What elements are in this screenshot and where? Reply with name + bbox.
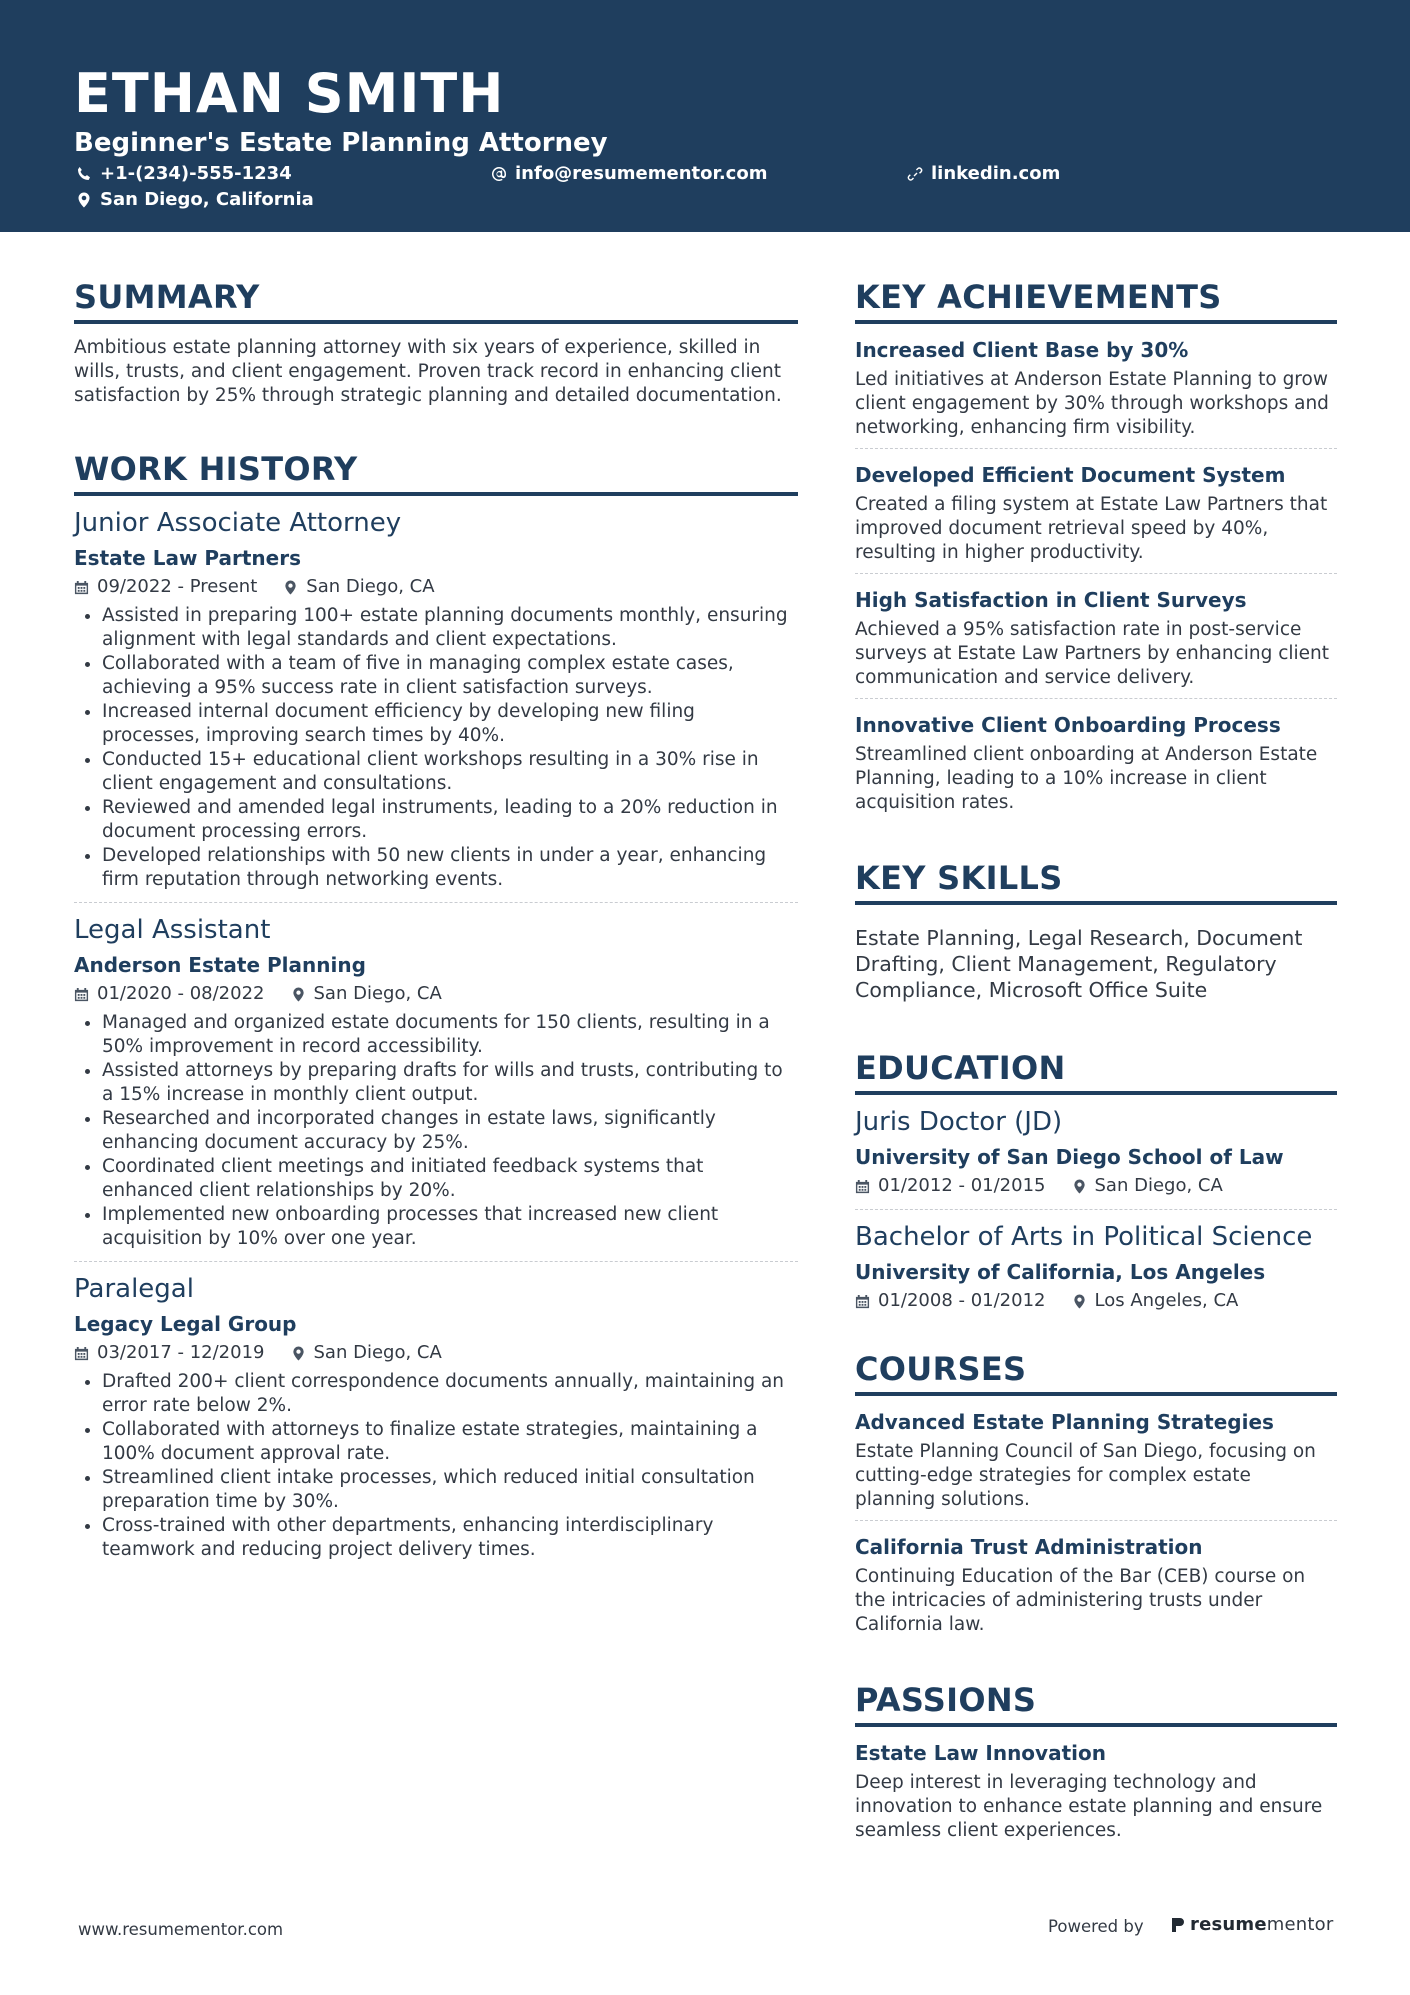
achievements-heading: KEY ACHIEVEMENTS	[855, 276, 1337, 324]
email-text: info@resumementor.com	[515, 163, 768, 184]
achievement-title: Innovative Client Onboarding Process	[855, 713, 1281, 737]
bullet-item: • Drafted 200+ client correspondence documents annually, maintaining an error rate below 2%.	[102, 1370, 798, 1418]
location-pin-icon	[291, 1346, 306, 1361]
phone-text: +1-(234)-555-1234	[100, 163, 292, 184]
passions-heading: PASSIONS	[855, 1679, 1337, 1727]
school-name: University of California, Los Angeles	[855, 1260, 1266, 1284]
job-entry	[74, 1272, 798, 1562]
company-name: Estate Law Partners	[74, 546, 302, 570]
achievements-section	[855, 276, 1337, 823]
achievement-item	[855, 586, 1337, 699]
bullet-item: • Collaborated with attorneys to finalize estate strategies, maintaining a 100% document approval rate.	[102, 1418, 798, 1466]
resumementor-logo[interactable]	[1170, 1914, 1333, 1935]
entry-divider	[855, 1209, 1337, 1210]
job-dates: 03/2017 - 12/2019	[97, 1342, 265, 1363]
candidate-name: ETHAN SMITH	[74, 62, 505, 125]
achievement-desc: Achieved a 95% satisfaction rate in post-service surveys at Estate Law Partners by enhancing client communication and service delivery.	[855, 619, 1330, 688]
course-desc: Estate Planning Council of San Diego, focusing on cutting-edge strategies for complex estate planning solutions.	[855, 1441, 1316, 1510]
resume-header	[0, 0, 1410, 232]
location-text: San Diego, California	[100, 189, 314, 210]
footer-website-link[interactable]: www.resumementor.com	[78, 1920, 284, 1939]
passion-desc: Deep interest in leveraging technology and innovation to enhance estate planning and ensure seamless client experiences.	[855, 1772, 1323, 1841]
entry-divider	[74, 902, 798, 903]
school-name: University of San Diego School of Law	[855, 1145, 1284, 1169]
entry-divider	[855, 573, 1337, 574]
entry-divider	[855, 448, 1337, 449]
job-bullets	[74, 604, 798, 892]
bullet-item: • Researched and incorporated changes in estate laws, significantly enhancing document accuracy by 25%.	[102, 1107, 798, 1155]
brand-light: mentor	[1266, 1914, 1334, 1935]
bullet-item: • Collaborated with a team of five in managing complex estate cases, achieving a 95% success rate in client satisfaction surveys.	[102, 652, 798, 700]
achievement-item	[855, 711, 1337, 823]
achievement-title: High Satisfaction in Client Surveys	[855, 588, 1247, 612]
at-sign-icon	[491, 166, 507, 182]
courses-heading: COURSES	[855, 1348, 1337, 1396]
powered-by-label: Powered by	[1048, 1917, 1144, 1936]
phone-icon	[76, 166, 92, 182]
job-title: Junior Associate Attorney	[74, 508, 402, 538]
degree-title: Bachelor of Arts in Political Science	[855, 1222, 1313, 1252]
passion-title: Estate Law Innovation	[855, 1741, 1106, 1765]
location-pin-icon	[1072, 1179, 1087, 1194]
job-meta	[74, 1340, 798, 1366]
course-desc: Continuing Education of the Bar (CEB) course on the intricacies of administering trusts under California law.	[855, 1566, 1306, 1635]
link-icon	[907, 166, 923, 182]
calendar-icon	[855, 1179, 870, 1194]
website-text: linkedin.com	[931, 163, 1061, 184]
contact-phone[interactable]	[76, 162, 292, 186]
job-dates: 09/2022 - Present	[97, 576, 258, 597]
summary-heading: SUMMARY	[74, 276, 798, 324]
course-title: Advanced Estate Planning Strategies	[855, 1410, 1274, 1434]
course-item	[855, 1533, 1337, 1645]
summary-section	[74, 276, 798, 408]
job-bullets	[74, 1370, 798, 1562]
bullet-item: • Increased internal document efficiency by developing new filing processes, improving search times by 40%.	[102, 700, 798, 748]
education-heading: EDUCATION	[855, 1047, 1337, 1095]
skills-heading: KEY SKILLS	[855, 857, 1337, 905]
bullet-item: • Streamlined client intake processes, which reduced initial consultation preparation time by 30%.	[102, 1466, 798, 1514]
job-meta	[74, 981, 798, 1007]
education-location: San Diego, CA	[1094, 1175, 1223, 1196]
company-name: Anderson Estate Planning	[74, 953, 366, 977]
brand-wordmark	[1190, 1914, 1333, 1935]
course-title: California Trust Administration	[855, 1535, 1203, 1559]
job-dates: 01/2020 - 08/2022	[97, 983, 265, 1004]
job-location: San Diego, CA	[306, 576, 435, 597]
contact-email[interactable]	[491, 162, 767, 186]
summary-text: Ambitious estate planning attorney with six years of experience, skilled in wills, trusts, and client engagement. Proven track record in enhancing client satisfaction by 25% through strategic planning and detailed documentation.	[74, 337, 782, 406]
bullet-item: • Developed relationships with 50 new clients in under a year, enhancing firm reputation through networking events.	[102, 844, 798, 892]
bullet-item: • Coordinated client meetings and initiated feedback systems that enhanced client relationships by 20%.	[102, 1155, 798, 1203]
passions-section	[855, 1679, 1337, 1851]
work-history-section	[74, 448, 798, 1562]
skills-section	[855, 857, 1337, 1003]
bullet-item: • Assisted in preparing 100+ estate planning documents monthly, ensuring alignment with legal standards and client expectations.	[102, 604, 798, 652]
contact-location	[76, 188, 314, 212]
bullet-item: • Assisted attorneys by preparing drafts for wills and trusts, contributing to a 15% increase in monthly client output.	[102, 1059, 798, 1107]
education-entry	[855, 1105, 1337, 1210]
job-meta	[74, 574, 798, 600]
job-location: San Diego, CA	[313, 1342, 442, 1363]
bullet-item: • Managed and organized estate documents for 150 clients, resulting in a 50% improvement in record accessibility.	[102, 1011, 798, 1059]
calendar-icon	[855, 1294, 870, 1309]
education-dates: 01/2012 - 01/2015	[878, 1175, 1046, 1196]
achievement-desc: Created a filing system at Estate Law Partners that improved document retrieval speed by 40%, resulting in higher productivity.	[855, 494, 1328, 563]
location-pin-icon	[76, 192, 92, 208]
job-entry	[74, 506, 798, 903]
education-entry	[855, 1220, 1337, 1314]
calendar-icon	[74, 1346, 89, 1361]
achievement-desc: Led initiatives at Anderson Estate Planning to grow client engagement by 30% through workshops and networking, enhancing firm visibility.	[855, 369, 1329, 438]
job-location: San Diego, CA	[313, 983, 442, 1004]
entry-divider	[855, 1520, 1337, 1521]
right-column	[855, 276, 1337, 1885]
skills-text: Estate Planning, Legal Research, Document Drafting, Client Management, Regulatory Compliance, Microsoft Office Suite	[855, 926, 1303, 1002]
education-meta	[855, 1288, 1337, 1314]
degree-title: Juris Doctor (JD)	[855, 1107, 1063, 1137]
achievement-item	[855, 336, 1337, 449]
job-title: Paralegal	[74, 1274, 194, 1304]
entry-divider	[855, 698, 1337, 699]
work-history-heading: WORK HISTORY	[74, 448, 798, 496]
education-dates: 01/2008 - 01/2012	[878, 1290, 1046, 1311]
education-section	[855, 1047, 1337, 1314]
left-column	[74, 276, 798, 1596]
bullet-item: • Cross-trained with other departments, enhancing interdisciplinary teamwork and reducing project delivery times.	[102, 1514, 798, 1562]
location-pin-icon	[1072, 1294, 1087, 1309]
achievement-item	[855, 461, 1337, 574]
courses-section	[855, 1348, 1337, 1645]
company-name: Legacy Legal Group	[74, 1312, 297, 1336]
calendar-icon	[74, 580, 89, 595]
job-title: Legal Assistant	[74, 915, 271, 945]
job-bullets	[74, 1011, 798, 1251]
passion-item	[855, 1739, 1337, 1851]
candidate-title: Beginner's Estate Planning Attorney	[74, 128, 608, 158]
location-pin-icon	[283, 580, 298, 595]
contact-website[interactable]	[907, 162, 1060, 186]
brand-bold: resume	[1190, 1914, 1267, 1935]
achievement-title: Increased Client Base by 30%	[855, 338, 1189, 362]
resumementor-logo-icon	[1170, 1916, 1186, 1934]
bullet-item: • Reviewed and amended legal instruments, leading to a 20% reduction in document processing errors.	[102, 796, 798, 844]
location-pin-icon	[291, 987, 306, 1002]
entry-divider	[74, 1261, 798, 1262]
calendar-icon	[74, 987, 89, 1002]
achievement-desc: Streamlined client onboarding at Anderson Estate Planning, leading to a 10% increase in client acquisition rates.	[855, 744, 1318, 813]
course-item	[855, 1408, 1337, 1521]
achievement-title: Developed Efficient Document System	[855, 463, 1286, 487]
job-entry	[74, 913, 798, 1262]
education-meta	[855, 1173, 1337, 1199]
bullet-item: • Implemented new onboarding processes that increased new client acquisition by 10% over one year.	[102, 1203, 798, 1251]
education-location: Los Angeles, CA	[1094, 1290, 1239, 1311]
bullet-item: • Conducted 15+ educational client workshops resulting in a 30% rise in client engagement and consultations.	[102, 748, 798, 796]
